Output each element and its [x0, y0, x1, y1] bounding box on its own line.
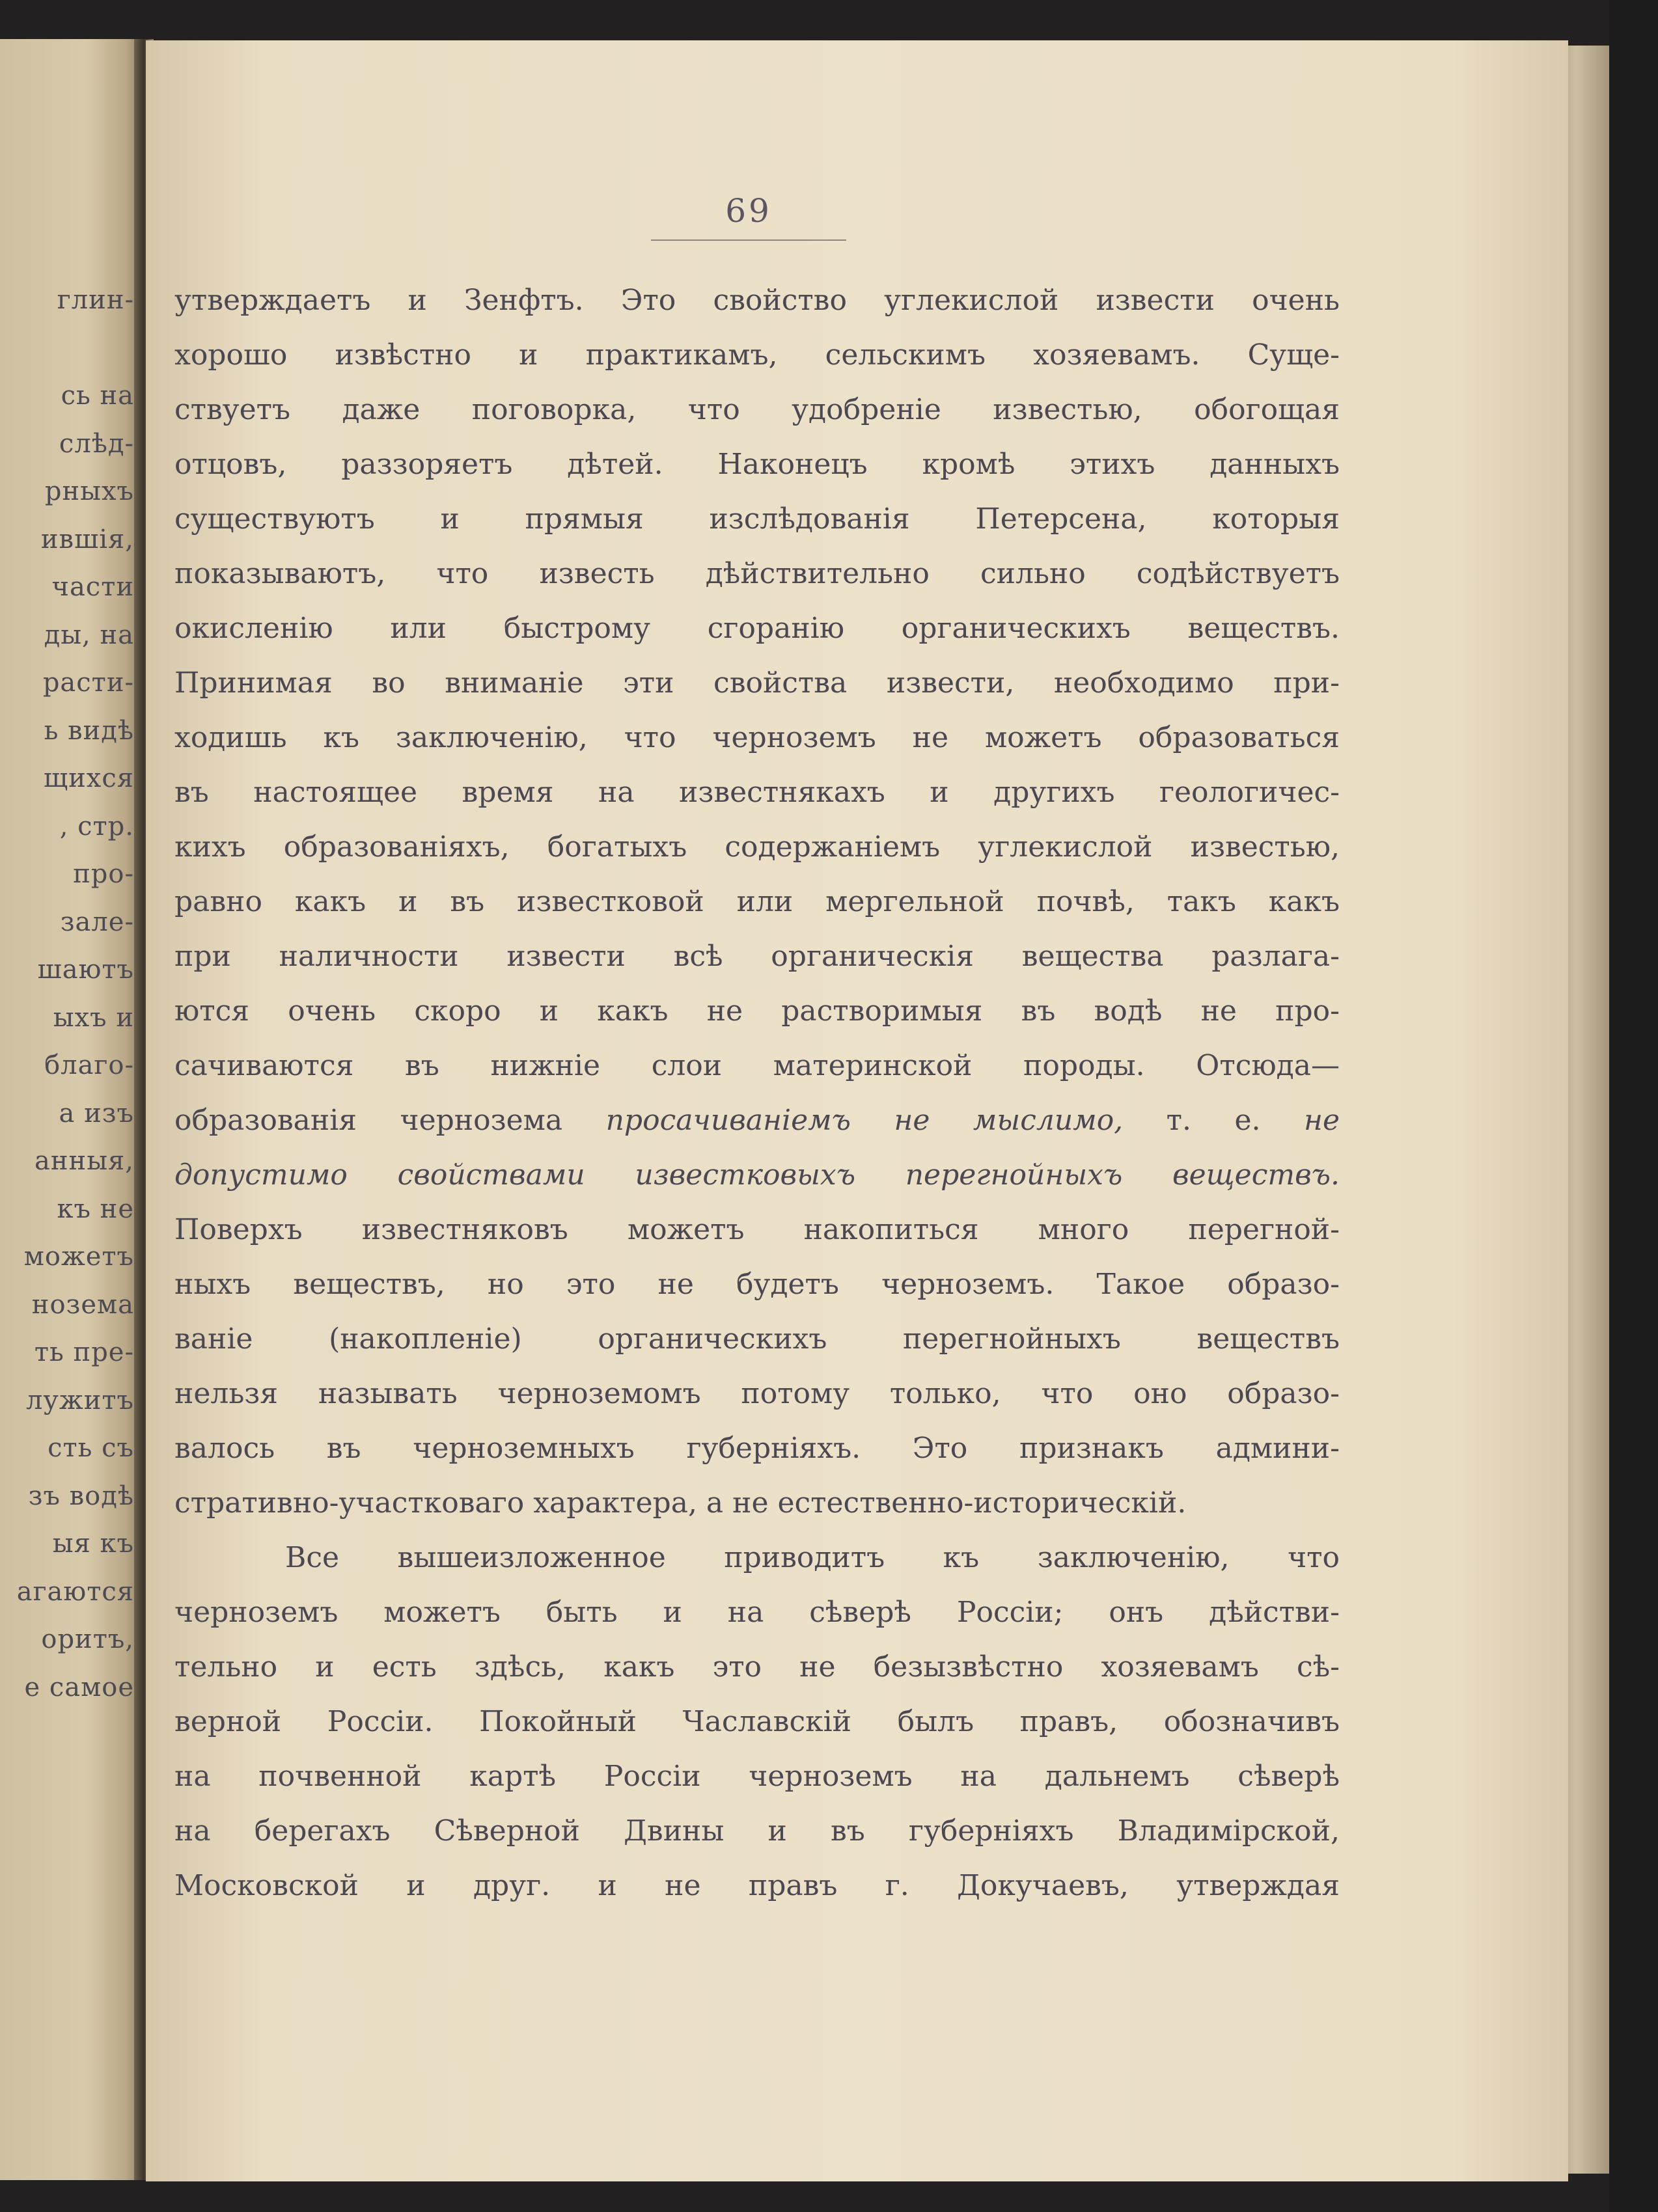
previous-page-text-fragment: лужитъ	[26, 1385, 134, 1415]
previous-page-text-fragment: сть съ	[48, 1433, 134, 1463]
text-line: въ настоящее время на известнякахъ и другихъ геологичес-	[174, 776, 1340, 809]
text-line-italic	[174, 1148, 1340, 1203]
previous-page-text-fragment: ь видѣ	[44, 715, 134, 746]
previous-page-text-fragment: щихся	[43, 763, 134, 793]
text-line: валось въ черноземныхъ губерніяхъ. Это признакъ админи-	[174, 1432, 1340, 1465]
previous-page-text-fragment: ившія,	[40, 524, 134, 554]
text-line: Принимая во вниманіе эти свойства извести, необходимо при-	[174, 666, 1340, 700]
text-line: верной Россіи. Покойный Чаславскій былъ правъ, обозначивъ	[174, 1705, 1340, 1738]
text-line: черноземъ можетъ быть и на сѣверѣ Россіи; онъ дѣйстви-	[174, 1596, 1340, 1629]
italic-span: допустимо свойствами известковыхъ перегнойныхъ веществъ.	[174, 1158, 1340, 1192]
text-line: стративно-участковаго характера, а не естественно-историческій.	[174, 1486, 1187, 1520]
text-line: хорошо извѣстно и практикамъ, сельскимъ хозяевамъ. Суще-	[174, 338, 1340, 372]
page-number-rule	[651, 239, 846, 241]
previous-page-text-fragment: оритъ,	[41, 1624, 134, 1654]
text-line: ствуетъ даже поговорка, что удобреніе известью, обогощая	[174, 393, 1340, 426]
previous-page-text-fragment: благо-	[44, 1050, 134, 1080]
previous-page-text-fragment: глин-	[57, 285, 134, 315]
previous-page-text-fragment: шаютъ	[37, 955, 134, 985]
text-span: т. е.	[1123, 1104, 1304, 1137]
previous-page-text-fragment: ть пре-	[34, 1337, 134, 1367]
previous-page-text-fragment: зъ водѣ	[28, 1481, 134, 1511]
text-line: Поверхъ известняковъ можетъ накопиться много перегной-	[174, 1213, 1340, 1246]
scan-border-right	[1609, 0, 1658, 2212]
text-line: ются очень скоро и какъ не растворимыя въ водѣ не про-	[174, 994, 1340, 1028]
text-line: отцовъ, раззоряетъ дѣтей. Наконецъ кромѣ этихъ данныхъ	[174, 448, 1340, 481]
previous-page-text-fragment: части	[51, 572, 134, 602]
previous-page-text-fragment: ыя къ	[52, 1529, 134, 1559]
text-line: существуютъ и прямыя изслѣдованія Петерсена, которыя	[174, 502, 1340, 536]
page-number: 69	[725, 192, 772, 230]
text-span: образованія чернозема	[174, 1104, 606, 1137]
previous-page-text-fragment: можетъ	[23, 1242, 134, 1272]
text-line: сачиваются въ нижніе слои материнской породы. Отсюда—	[174, 1049, 1340, 1082]
text-line: утверждаетъ и Зенфтъ. Это свойство углекислой извести очень	[174, 284, 1340, 317]
previous-page-fragment	[0, 39, 143, 2180]
italic-span: не	[1303, 1104, 1340, 1137]
previous-page-text-fragment: про-	[73, 859, 134, 889]
previous-page-text-fragment: ыхъ и	[53, 1002, 134, 1033]
previous-page-text-fragment: къ не	[57, 1194, 134, 1224]
text-line: кихъ образованіяхъ, богатыхъ содержаніемъ углекислой известью,	[174, 830, 1340, 864]
previous-page-text-fragment: анныя,	[35, 1146, 134, 1176]
text-line: равно какъ и въ известковой или мергельной почвѣ, такъ какъ	[174, 885, 1340, 918]
italic-span: просачиваніемъ не мыслимо,	[605, 1104, 1124, 1137]
previous-page-text-fragment: слѣд-	[59, 428, 134, 459]
text-line: ходишь къ заключенію, что черноземъ не можетъ образоваться	[174, 721, 1340, 754]
previous-page-text-fragment: , стр.	[59, 811, 134, 841]
previous-page-text-fragment: агаются	[16, 1576, 134, 1607]
text-line: нельзя называть черноземомъ потому только, что оно образо-	[174, 1377, 1340, 1410]
text-line: тельно и есть здѣсь, какъ это не безызвѣстно хозяевамъ сѣ-	[174, 1650, 1340, 1684]
page-edge	[1562, 46, 1609, 2174]
previous-page-text-fragment: ды, на	[44, 620, 134, 650]
paragraph-start: Все вышеизложенное приводитъ къ заключенію, что	[285, 1541, 1340, 1574]
text-line: ныхъ веществъ, но это не будетъ черноземъ. Такое образо-	[174, 1268, 1340, 1301]
text-line: на почвенной картѣ Россіи черноземъ на дальнемъ сѣверѣ	[174, 1760, 1340, 1793]
previous-page-text-fragment: е самое	[24, 1672, 134, 1702]
previous-page-text-fragment: сь на	[61, 381, 134, 411]
text-line: показываютъ, что известь дѣйствительно сильно содѣйствуетъ	[174, 557, 1340, 590]
text-line: на берегахъ Сѣверной Двины и въ губерніяхъ Владимірской,	[174, 1814, 1340, 1848]
page-text	[174, 273, 1340, 1913]
previous-page-text-fragment: а изъ	[59, 1098, 134, 1128]
text-line: окисленію или быстрому сгоранію органическихъ веществъ.	[174, 612, 1340, 645]
previous-page-text-fragment: нозема	[31, 1289, 134, 1320]
previous-page-text-fragment: зале-	[60, 907, 134, 937]
text-line: Московской и друг. и не правъ г. Докучаевъ, утверждая	[174, 1869, 1340, 1902]
text-line: ваніе (накопленіе) органическихъ перегнойныхъ веществъ	[174, 1322, 1340, 1356]
text-line: при наличности извести всѣ органическія вещества разлага-	[174, 940, 1340, 973]
previous-page-text-fragment: рныхъ	[44, 476, 134, 506]
text-line-italic	[174, 1093, 1340, 1148]
previous-page-text-fragment: расти-	[42, 668, 134, 698]
